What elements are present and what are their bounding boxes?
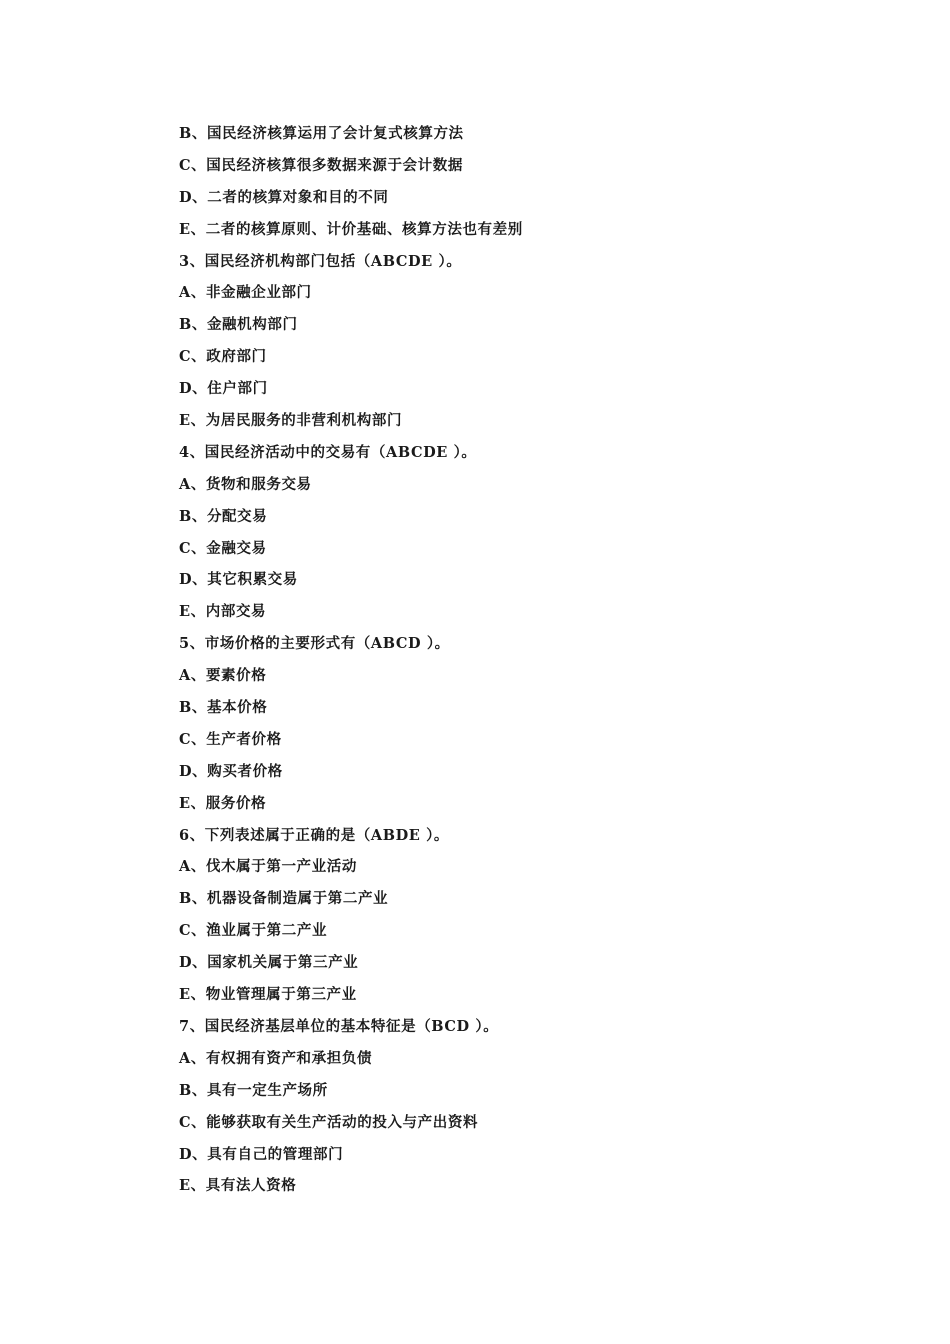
option-line: C、国民经济核算很多数据来源于会计数据 <box>179 156 463 174</box>
option-line: B、分配交易 <box>179 507 268 525</box>
question-line: 6、下列表述属于正确的是（ABDE ）。 <box>179 826 450 844</box>
option-line: C、金融交易 <box>179 539 267 557</box>
option-line: E、具有法人资格 <box>179 1177 297 1195</box>
option-line: B、基本价格 <box>179 699 268 717</box>
option-line: D、住户部门 <box>179 380 268 398</box>
option-line: E、内部交易 <box>179 603 267 621</box>
option-line: A、非金融企业部门 <box>179 284 312 302</box>
option-line: B、金融机构部门 <box>179 316 298 334</box>
option-line: B、具有一定生产场所 <box>179 1081 328 1099</box>
question-line: 3、国民经济机构部门包括（ABCDE ）。 <box>179 252 462 270</box>
option-line: C、渔业属于第二产业 <box>179 922 328 940</box>
option-line: B、机器设备制造属于第二产业 <box>179 890 389 908</box>
option-line: A、货物和服务交易 <box>179 475 312 493</box>
option-line: D、二者的核算对象和目的不同 <box>179 188 389 206</box>
option-line: E、二者的核算原则、计价基础、核算方法也有差别 <box>179 220 523 238</box>
option-line: B、国民经济核算运用了会计复式核算方法 <box>179 125 464 142</box>
option-line: D、其它积累交易 <box>179 571 298 589</box>
option-line: D、购买者价格 <box>179 762 283 780</box>
option-line: A、有权拥有资产和承担负债 <box>179 1049 373 1067</box>
option-line: C、能够获取有关生产活动的投入与产出资料 <box>179 1113 479 1131</box>
option-line: C、政府部门 <box>179 348 267 366</box>
document-body <box>179 118 879 1202</box>
option-line: A、要素价格 <box>179 667 267 685</box>
option-line: E、服务价格 <box>179 794 267 812</box>
option-line: D、具有自己的管理部门 <box>179 1145 344 1163</box>
question-line: 4、国民经济活动中的交易有（ABCDE ）。 <box>179 443 477 461</box>
option-line: E、物业管理属于第三产业 <box>179 986 357 1004</box>
question-line: 7、国民经济基层单位的基本特征是（BCD ）。 <box>179 1017 499 1035</box>
option-line: A、伐木属于第一产业活动 <box>179 858 357 876</box>
option-line: C、生产者价格 <box>179 730 282 748</box>
question-line: 5、市场价格的主要形式有（ABCD ）。 <box>179 635 450 653</box>
option-line: D、国家机关属于第三产业 <box>179 954 359 972</box>
option-line: E、为居民服务的非营利机构部门 <box>179 412 403 430</box>
